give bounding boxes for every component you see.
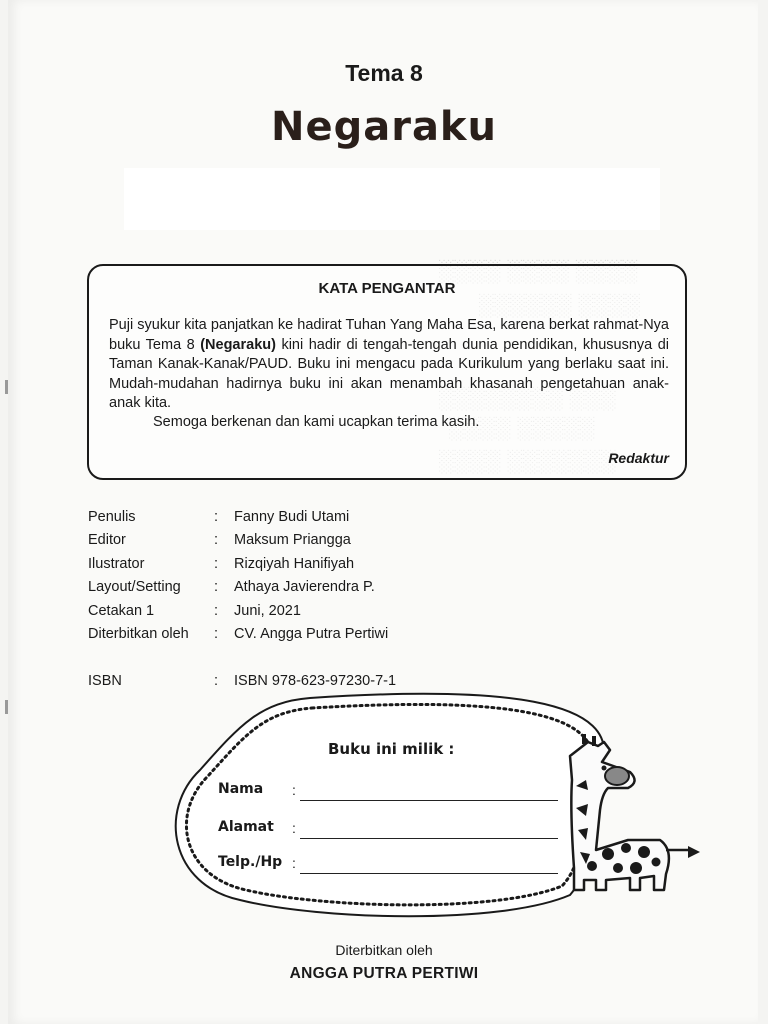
name-field[interactable] [300,800,558,801]
name-colon: : [292,782,296,798]
redaction-block [124,168,660,230]
preface-paragraph: Puji syukur kita panjatkan ke hadirat Tuhan Yang Maha Esa, karena berkat rahmat-Nya buku Tema 8 (Negaraku) kini hadir di tengah-tengah dunia pendidikan, khususnya di Taman Kanak-Kanak/PAUD. Buku ini mengacu pada Kurikulum yang berlaku saat ini. Mudah-mudahan hadirnya buku ini akan menambah khasanah pengetahuan anak-anak kita. [109,317,669,411]
preface-box [87,264,687,480]
preface-signature: Redaktur [608,450,669,466]
credit-row: Penulis : Fanny Budi Utami [88,508,350,525]
publisher-name: ANGGA PUTRA PERTIWI [289,965,479,982]
binding-mark [5,380,8,394]
address-colon: : [292,820,296,836]
binding-mark [5,700,8,714]
credits-table [88,505,396,693]
theme-number: Tema 8 [345,60,423,86]
phone-colon: : [292,855,296,871]
address-label: Alamat [218,819,274,835]
phone-field[interactable] [300,873,558,874]
giraffe-icon [570,734,700,890]
credit-row: Diterbitkan oleh : CV. Angga Putra Pertiwi [88,626,389,643]
owner-card [160,690,720,930]
published-by-label: Diterbitkan oleh [335,942,433,958]
name-label: Nama [218,781,264,797]
credit-row: Ilustrator : Rizqiyah Hanifiyah [88,555,355,572]
book-title: Negaraku [270,104,498,150]
owner-card-title: Buku ini milik : [328,740,455,758]
title-emphasis: (Negaraku) [200,336,276,353]
preface-heading: KATA PENGANTAR [318,280,456,297]
credit-row: Layout/Setting : Athaya Javierendra P. [88,579,375,596]
phone-label: Telp./Hp [218,854,283,870]
address-field[interactable] [300,838,558,839]
credit-row: Editor : Maksum Priangga [88,532,351,549]
isbn-row: ISBN : ISBN 978-623-97230-7-1 [88,672,397,689]
preface-closing: Semoga berkenan dan kami ucapkan terima kasih. [153,414,480,430]
credit-row: Cetakan 1 : Juni, 2021 [88,602,301,619]
owner-card-frame [160,690,720,930]
